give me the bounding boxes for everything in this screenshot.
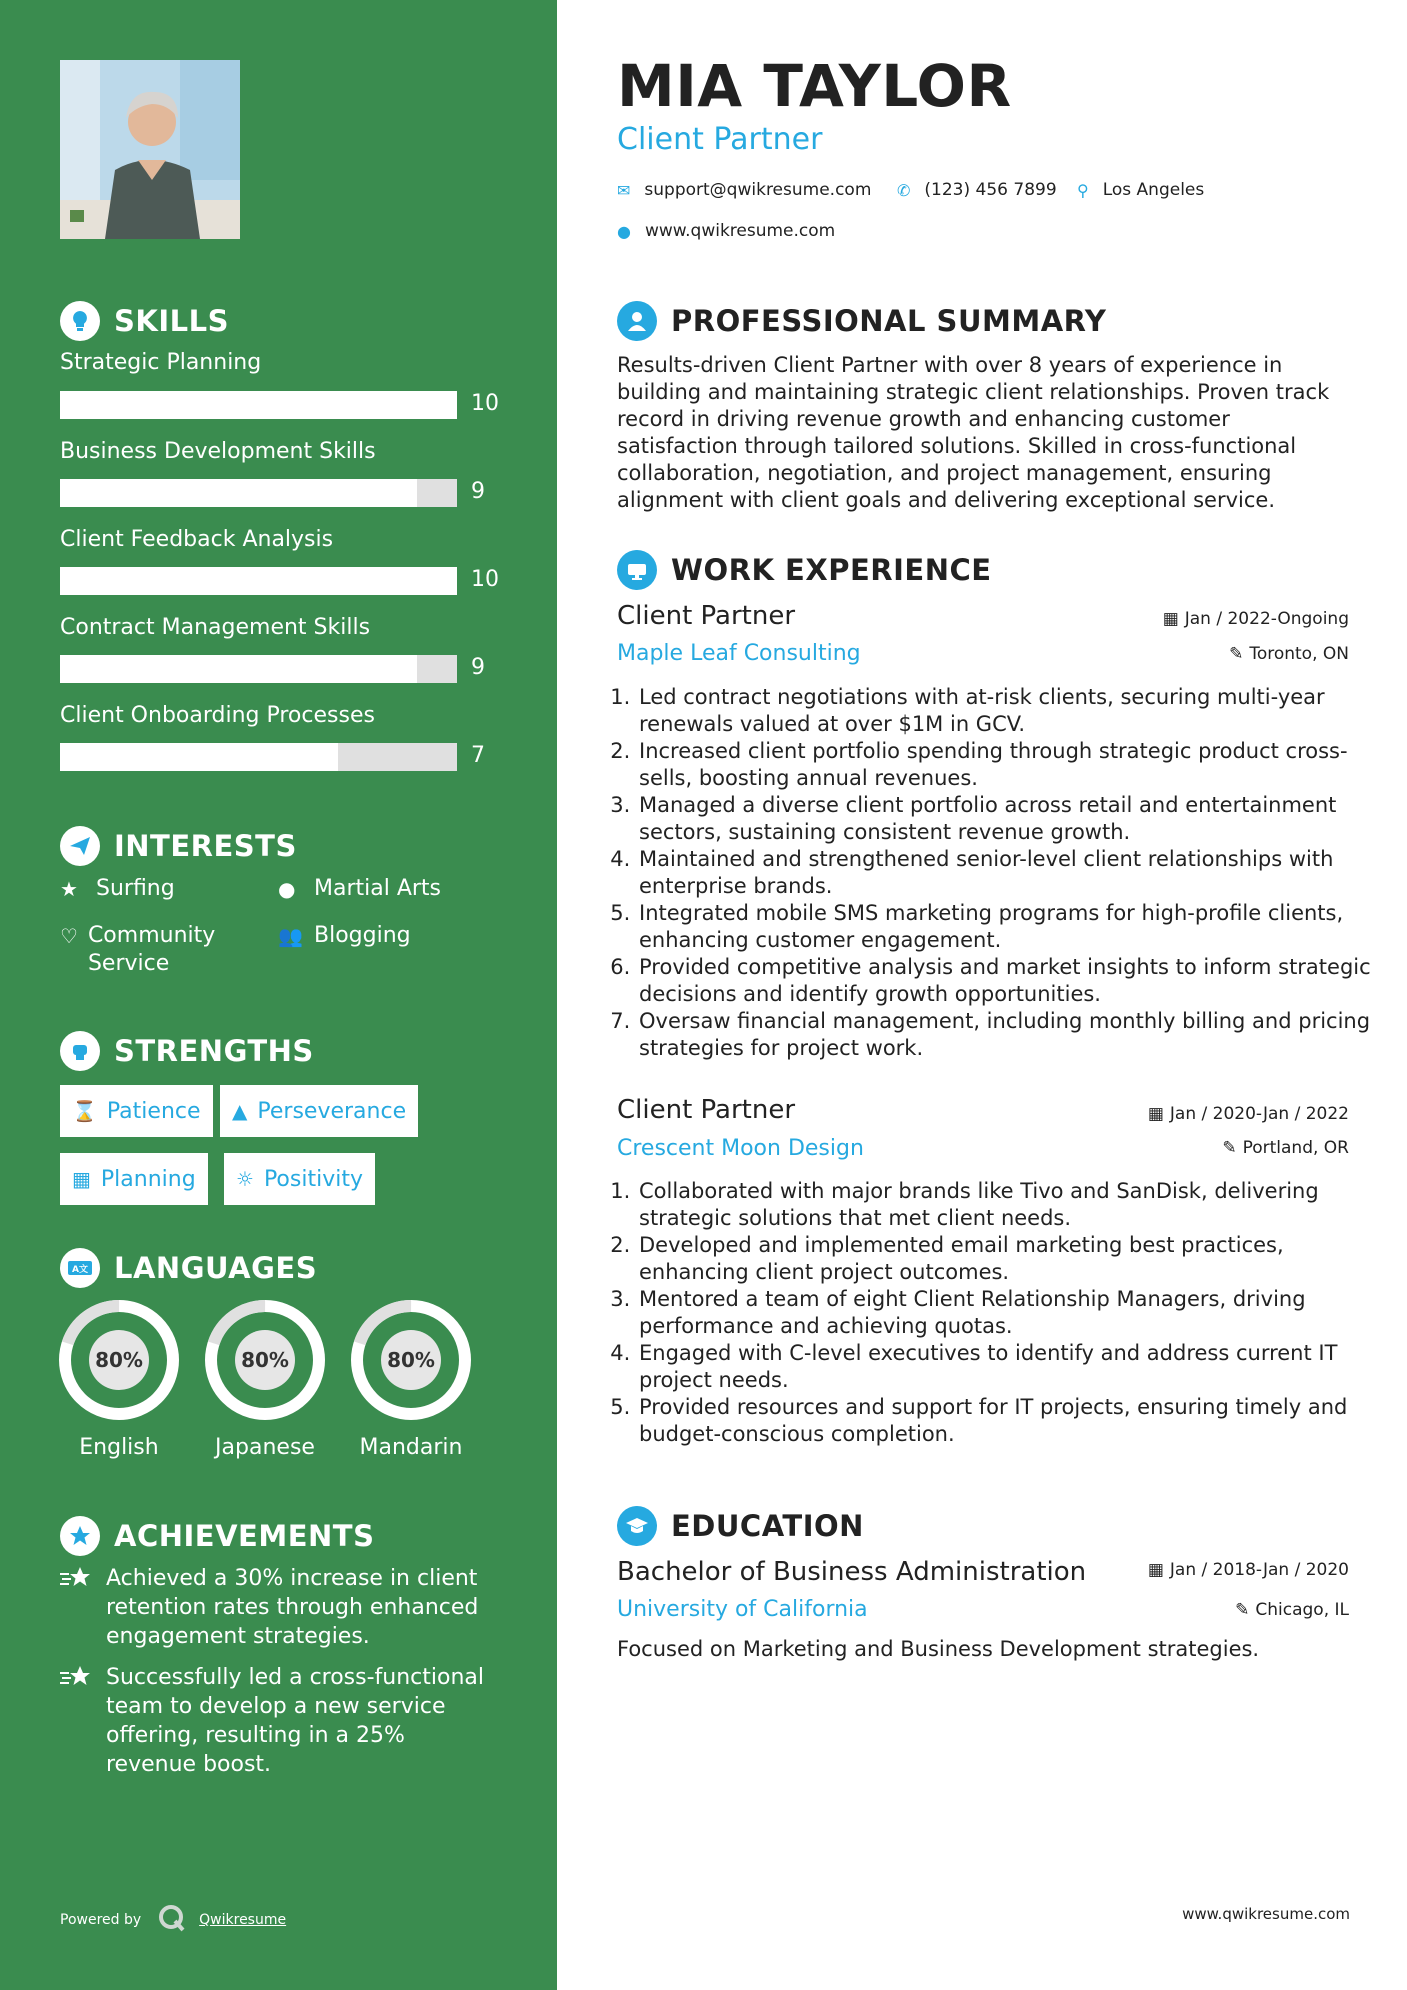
sidebar: [0, 0, 557, 1990]
fist-icon: [60, 1031, 100, 1071]
interest-label: Community Service: [87, 923, 216, 976]
education-dates-text: Jan / 2018-Jan / 2020: [1169, 1560, 1349, 1580]
language-percent: 80%: [95, 1348, 143, 1372]
achievement-item: [60, 1564, 490, 1651]
interest-label: Blogging: [314, 923, 411, 948]
paper-plane-icon: [60, 826, 100, 866]
qwikresume-logo-icon: [157, 1903, 187, 1937]
contact-phone: [897, 180, 1057, 200]
powered-by-label: Powered by: [60, 1912, 142, 1928]
strength-tag: [60, 1153, 208, 1205]
skills-heading: SKILLS: [114, 304, 229, 338]
qwikresume-link[interactable]: Qwikresume: [199, 1912, 287, 1928]
skill-bar-fill: [60, 479, 417, 507]
job-location: [1229, 644, 1349, 664]
language-percent: 80%: [387, 1348, 435, 1372]
duty-item: 4. Engaged with C-level executives to identify and address current IT project needs.: [637, 1340, 1377, 1394]
skill-value: 10: [471, 567, 499, 592]
briefcase-icon: [617, 550, 657, 590]
skill-bar-fill: [60, 567, 457, 595]
pin-icon: ✎: [1222, 1138, 1237, 1158]
language-name: Mandarin: [359, 1435, 463, 1460]
achievements-heading: ACHIEVEMENTS: [114, 1519, 375, 1553]
work-section-title: [617, 550, 992, 590]
graduation-cap-icon: [617, 1506, 657, 1546]
duty-item: 6. Provided competitive analysis and market insights to inform strategic decisions and identify growth opportunities.: [637, 954, 1377, 1008]
star-badge-icon: [60, 1516, 100, 1556]
skill-bar: [60, 567, 457, 595]
interest-item: [278, 875, 441, 903]
strength-label: Positivity: [263, 1166, 363, 1192]
footer-url[interactable]: www.qwikresume.com: [1182, 1905, 1350, 1923]
education-location: [1235, 1600, 1349, 1620]
strengths-section-title: [60, 1031, 314, 1071]
road-icon: ▲: [232, 1099, 248, 1123]
svg-text:A文: A文: [72, 1265, 88, 1275]
candidate-role: Client Partner: [617, 122, 823, 157]
duty-item: 4. Maintained and strengthened senior-level client relationships with enterprise brands.: [637, 846, 1377, 900]
skill-bar: [60, 391, 457, 419]
interest-item: [60, 922, 230, 978]
degree-title: Bachelor of Business Administration: [617, 1557, 1087, 1587]
phone-icon: ✆: [897, 180, 911, 200]
language-ring: [204, 1299, 326, 1421]
interests-section-title: [60, 826, 297, 866]
job-dates-text: Jan / 2022-Ongoing: [1184, 609, 1349, 629]
duty-item: 2. Increased client portfolio spending through strategic product cross-sells, boosting annual revenues.: [637, 738, 1377, 792]
skill-name: Client Feedback Analysis: [60, 527, 334, 552]
map-marker-icon: ⚲: [1077, 180, 1089, 200]
languages-section-title: [60, 1248, 317, 1288]
company-name: Crescent Moon Design: [617, 1136, 864, 1161]
strength-label: Perseverance: [257, 1098, 407, 1124]
job-location: [1222, 1138, 1349, 1158]
skill-name: Business Development Skills: [60, 439, 376, 464]
education-description: Focused on Marketing and Business Development strategies.: [617, 1637, 1260, 1661]
strength-label: Planning: [100, 1166, 196, 1192]
summary-heading: PROFESSIONAL SUMMARY: [671, 304, 1107, 338]
interests-heading: INTERESTS: [114, 829, 297, 863]
shooting-star-icon: [60, 1663, 92, 1779]
email-text[interactable]: support@qwikresume.com: [644, 180, 872, 200]
calendar-icon: ▦: [1162, 609, 1179, 629]
phone-text[interactable]: (123) 456 7899: [924, 180, 1057, 200]
duty-item: 3. Mentored a team of eight Client Relationship Managers, driving performance and achieving quotas.: [637, 1286, 1377, 1340]
calendar-icon: ▦: [1147, 1104, 1164, 1124]
interest-item: [60, 875, 175, 903]
hourglass-icon: ⌛: [72, 1099, 97, 1123]
duty-item: 5. Integrated mobile SMS marketing programs for high-profile clients, enhancing customer engagement.: [637, 900, 1377, 954]
school-name: University of California: [617, 1597, 868, 1622]
skill-bar-fill: [60, 655, 417, 683]
summary-section-title: [617, 301, 1106, 341]
location-text: Los Angeles: [1102, 180, 1205, 200]
interest-item: [278, 922, 411, 950]
language-ring: [350, 1299, 472, 1421]
duty-item: 1. Led contract negotiations with at-risk clients, securing multi-year renewals valued at over $1M in GCV.: [637, 684, 1377, 738]
strength-tag: [220, 1085, 418, 1137]
education-dates: [1148, 1560, 1349, 1580]
achievement-text: Achieved a 30% increase in client retention rates through enhanced engagement strategies.: [106, 1566, 479, 1649]
contact-email: [617, 180, 871, 200]
interest-label: Surfing: [96, 876, 175, 901]
powered-by: [60, 1903, 286, 1937]
language-name: English: [79, 1435, 159, 1460]
language-item: [204, 1299, 326, 1460]
user-icon: [617, 301, 657, 341]
language-item: [350, 1299, 472, 1460]
contact-website: [617, 221, 835, 241]
job-location-text: Toronto, ON: [1249, 644, 1349, 664]
education-location-text: Chicago, IL: [1255, 1600, 1349, 1620]
language-name: Japanese: [215, 1435, 315, 1460]
lightbulb-icon: [60, 301, 100, 341]
duty-item: 2. Developed and implemented email marketing best practices, enhancing client project outcomes.: [637, 1232, 1377, 1286]
pin-icon: ✎: [1235, 1600, 1250, 1620]
duty-item: 7. Oversaw financial management, including monthly billing and pricing strategies for project work.: [637, 1008, 1377, 1062]
job-duties: [617, 684, 1377, 1062]
achievements-section-title: [60, 1516, 374, 1556]
strength-tag: [224, 1153, 375, 1205]
profile-photo: [60, 60, 240, 239]
star-icon: ★: [60, 877, 78, 901]
pin-icon: ✎: [1229, 644, 1244, 664]
job-title: Client Partner: [617, 601, 796, 631]
skill-value: 10: [471, 391, 499, 416]
skill-bar: [60, 743, 457, 771]
skill-value: 9: [471, 655, 485, 680]
duty-item: 3. Managed a diverse client portfolio across retail and entertainment sectors, sustaining consistent revenue growth.: [637, 792, 1377, 846]
summary-text: Results-driven Client Partner with over 8 years of experience in building and maintaining strategic client relationships. Proven track record in driving revenue growth and enhancing customer satisfaction through tailored solutions. Skilled in cross-functional collaboration, negotiation, and project management, ensuring alignment with client goals and delivering exceptional service.: [617, 353, 1330, 512]
job-dates-text: Jan / 2020-Jan / 2022: [1169, 1104, 1349, 1124]
shooting-star-icon: [60, 1564, 92, 1651]
achievement-item: [60, 1663, 490, 1779]
language-item: [58, 1299, 180, 1460]
contact-location: [1077, 180, 1204, 200]
calendar-icon: ▦: [1147, 1560, 1164, 1580]
language-percent: 80%: [241, 1348, 289, 1372]
skill-bar: [60, 479, 457, 507]
skill-value: 9: [471, 479, 485, 504]
envelope-icon: ✉: [617, 180, 631, 200]
interest-label: Martial Arts: [314, 876, 442, 901]
main-content: [557, 0, 1407, 1990]
strengths-heading: STRENGTHS: [114, 1034, 314, 1068]
website-text[interactable]: www.qwikresume.com: [644, 221, 836, 241]
languages-heading: LANGUAGES: [114, 1251, 318, 1285]
job-duties: [617, 1178, 1377, 1448]
language-ring: [58, 1299, 180, 1421]
job-dates: [1163, 609, 1349, 629]
achievement-text: Successfully led a cross-functional team to develop a new service offering, resulting in a 25% revenue boost.: [106, 1665, 485, 1777]
skill-bar-fill: [60, 391, 457, 419]
skill-name: Contract Management Skills: [60, 615, 371, 640]
candidate-name: MIA TAYLOR: [617, 52, 1012, 120]
skills-section-title: [60, 301, 229, 341]
job-dates: [1148, 1104, 1349, 1124]
job-location-text: Portland, OR: [1242, 1138, 1349, 1158]
language-icon: [60, 1248, 100, 1288]
globe-icon: ●: [278, 877, 296, 901]
globe-icon: ●: [617, 221, 631, 241]
sun-icon: ☼: [236, 1167, 254, 1191]
company-name: Maple Leaf Consulting: [617, 641, 861, 666]
skill-value: 7: [471, 743, 485, 768]
heart-icon: ♡: [60, 924, 78, 948]
skill-bar: [60, 655, 457, 683]
users-icon: 👥: [278, 924, 303, 948]
education-section-title: [617, 1506, 864, 1546]
calendar-icon: ▦: [72, 1167, 91, 1191]
skill-bar-fill: [60, 743, 338, 771]
work-heading: WORK EXPERIENCE: [671, 553, 992, 587]
strength-tag: [60, 1085, 213, 1137]
education-heading: EDUCATION: [671, 1509, 864, 1543]
strength-label: Patience: [106, 1098, 201, 1124]
duty-item: 1. Collaborated with major brands like Tivo and SanDisk, delivering strategic solutions that met client needs.: [637, 1178, 1377, 1232]
job-title: Client Partner: [617, 1095, 796, 1125]
skill-name: Client Onboarding Processes: [60, 703, 375, 728]
skill-name: Strategic Planning: [60, 350, 262, 375]
duty-item: 5. Provided resources and support for IT projects, ensuring timely and budget-conscious completion.: [637, 1394, 1377, 1448]
